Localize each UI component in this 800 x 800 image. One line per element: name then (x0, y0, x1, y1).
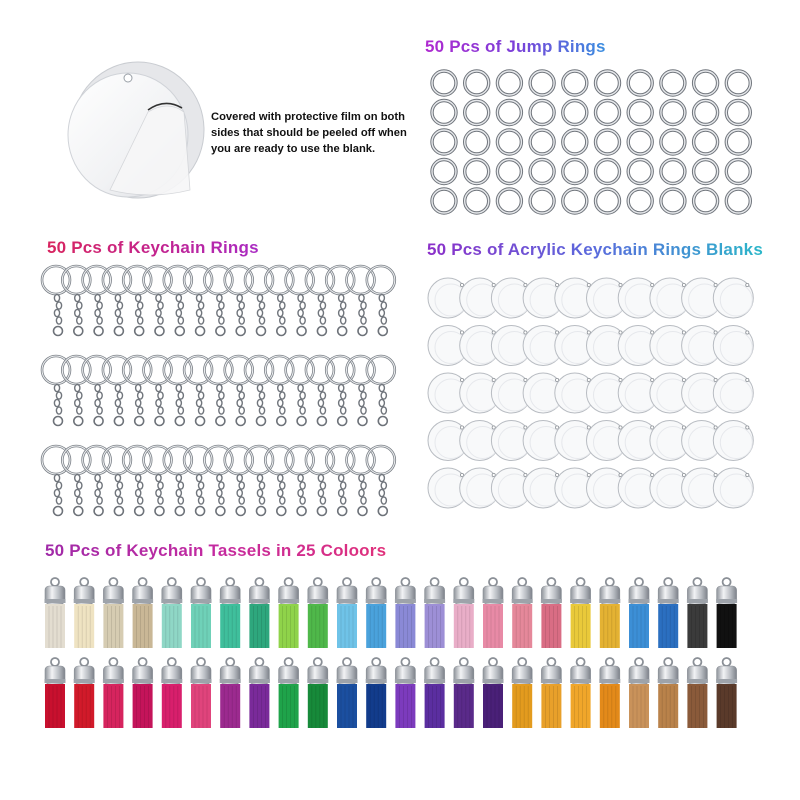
jump-ring (661, 101, 685, 125)
keychain-ring (265, 266, 293, 336)
keychain-ring (367, 356, 395, 426)
keychain-ring (204, 266, 232, 336)
keychain-ring (306, 356, 334, 426)
jump-ring (628, 101, 652, 125)
jump-ring (563, 101, 587, 125)
jump-ring (530, 130, 554, 154)
keychain-ring (123, 356, 151, 426)
tassel (191, 658, 212, 728)
tassel (453, 578, 474, 648)
keychain-rings-grid (42, 266, 395, 516)
keychain-ring (42, 446, 70, 516)
heading-name: Keychain Rings (128, 238, 259, 257)
tassel (541, 658, 562, 728)
jump-ring (530, 189, 554, 213)
jump-ring (563, 160, 587, 184)
jump-ring (726, 130, 750, 154)
tassel (483, 578, 504, 648)
keychain-ring (245, 446, 273, 516)
jump-ring (661, 71, 685, 95)
jump-ring (596, 101, 620, 125)
tassel (337, 578, 358, 648)
jump-ring (694, 101, 718, 125)
keychain-ring (123, 446, 151, 516)
jump-ring (694, 160, 718, 184)
jump-ring (661, 130, 685, 154)
keychain-ring (225, 446, 253, 516)
tassel (307, 658, 328, 728)
jump-ring (628, 71, 652, 95)
tassel (103, 578, 124, 648)
jump-ring (432, 71, 456, 95)
jump-ring (465, 189, 489, 213)
keychain-ring (83, 266, 111, 336)
jump-ring (497, 101, 521, 125)
tassel (74, 578, 95, 648)
tassel (570, 578, 591, 648)
tassel (45, 658, 66, 728)
jump-ring (465, 71, 489, 95)
jump-ring (497, 130, 521, 154)
keychain-ring (265, 446, 293, 516)
keychain-ring (265, 356, 293, 426)
keychain-ring (326, 446, 354, 516)
acrylic-blank (713, 468, 753, 508)
tassel (307, 578, 328, 648)
tassel (424, 578, 445, 648)
heading-count: 50 Pcs of (47, 238, 124, 257)
keychain-ring (42, 356, 70, 426)
jump-ring (530, 101, 554, 125)
keychain-ring (164, 356, 192, 426)
tassel (629, 658, 650, 728)
keychain-ring (347, 446, 375, 516)
heading-count: 50 Pcs of (427, 240, 504, 259)
jump-ring (497, 189, 521, 213)
keychain-ring (204, 446, 232, 516)
keychain-ring (83, 446, 111, 516)
heading-count: 50 Pcs of (425, 37, 502, 56)
jump-ring (530, 160, 554, 184)
tassel (220, 578, 241, 648)
keychain-ring (103, 356, 131, 426)
heading-name: Acrylic Keychain Rings Blanks (507, 240, 763, 259)
tassel (541, 578, 562, 648)
jump-ring (726, 160, 750, 184)
jump-ring (596, 189, 620, 213)
tassel (161, 658, 182, 728)
tassel (483, 658, 504, 728)
jump-ring (530, 71, 554, 95)
tassel (658, 658, 679, 728)
tassel (132, 658, 153, 728)
keychain-ring (286, 446, 314, 516)
jump-ring (432, 101, 456, 125)
jump-ring (628, 160, 652, 184)
jump-ring (497, 71, 521, 95)
acrylic-blank (713, 421, 753, 461)
heading-count: 50 Pcs of (45, 541, 122, 560)
keychain-ring (184, 446, 212, 516)
tassel (220, 658, 241, 728)
acrylic-blank (713, 326, 753, 366)
keychain-ring (164, 446, 192, 516)
tassel (687, 578, 708, 648)
keychain-ring (144, 446, 172, 516)
jump-ring (628, 189, 652, 213)
jump-ring (563, 189, 587, 213)
jump-rings-grid (432, 71, 750, 213)
jump-ring (694, 71, 718, 95)
heading-name: Keychain Tassels in 25 Coloors (126, 541, 387, 560)
keychain-ring (184, 266, 212, 336)
jump-ring (628, 130, 652, 154)
tassel (424, 658, 445, 728)
tassel (599, 578, 620, 648)
acrylic-blanks-grid (428, 278, 753, 508)
keychain-ring (83, 356, 111, 426)
tassel (658, 578, 679, 648)
tassel (74, 658, 95, 728)
jump-ring (726, 71, 750, 95)
jump-ring (726, 101, 750, 125)
tassel (716, 578, 737, 648)
jump-ring (465, 130, 489, 154)
jump-ring (726, 189, 750, 213)
tassel (191, 578, 212, 648)
keychain-ring (62, 266, 90, 336)
keychain-ring (225, 266, 253, 336)
jump-ring (432, 189, 456, 213)
keychain-ring (306, 446, 334, 516)
keychain-ring (204, 356, 232, 426)
keychain-ring (367, 266, 395, 336)
keychain-ring (225, 356, 253, 426)
keychain-ring (286, 356, 314, 426)
tassel (512, 578, 533, 648)
heading-name: Jump Rings (506, 37, 606, 56)
keychain-ring (286, 266, 314, 336)
tassel (716, 658, 737, 728)
keychain-ring (144, 356, 172, 426)
keychain-ring (184, 356, 212, 426)
keychain-ring (347, 356, 375, 426)
jump-ring (432, 130, 456, 154)
tassel (599, 658, 620, 728)
keychain-ring (62, 446, 90, 516)
tassel (337, 658, 358, 728)
jump-ring (661, 160, 685, 184)
keychain-ring (245, 356, 273, 426)
keychain-ring (103, 266, 131, 336)
keychain-ring (42, 266, 70, 336)
jump-ring (465, 101, 489, 125)
tassel (45, 578, 66, 648)
acrylic-blank (713, 373, 753, 413)
keychain-ring (103, 446, 131, 516)
acrylic-blank-sample (68, 62, 204, 198)
protective-film-note: Covered with protective film on both sides that should be peeled off when you are ready to use the blank. (211, 111, 407, 156)
tassel (395, 658, 416, 728)
tassel (512, 658, 533, 728)
jump-ring (432, 160, 456, 184)
tassel (629, 578, 650, 648)
jump-ring (563, 130, 587, 154)
tassel (570, 658, 591, 728)
tassel (161, 578, 182, 648)
keychain-ring (326, 356, 354, 426)
tassel (278, 658, 299, 728)
tassel (278, 578, 299, 648)
jump-ring (563, 71, 587, 95)
tassel (366, 658, 387, 728)
keychain-ring (123, 266, 151, 336)
keychain-ring (306, 266, 334, 336)
keychain-ring (245, 266, 273, 336)
keychain-ring (326, 266, 354, 336)
tassels-grid (45, 578, 738, 728)
keychain-ring (367, 446, 395, 516)
jump-ring (694, 130, 718, 154)
keychain-ring (347, 266, 375, 336)
keychain-ring (62, 356, 90, 426)
jump-ring (596, 71, 620, 95)
tassel (366, 578, 387, 648)
jump-ring (465, 160, 489, 184)
jump-ring (661, 189, 685, 213)
tassel (687, 658, 708, 728)
jump-ring (694, 189, 718, 213)
keychain-ring (164, 266, 192, 336)
acrylic-blank (713, 278, 753, 318)
tassel (103, 658, 124, 728)
tassel (453, 658, 474, 728)
tassel (395, 578, 416, 648)
tassel (132, 578, 153, 648)
jump-ring (497, 160, 521, 184)
tassel (249, 578, 270, 648)
jump-ring (596, 130, 620, 154)
jump-ring (596, 160, 620, 184)
tassel (249, 658, 270, 728)
keychain-ring (144, 266, 172, 336)
